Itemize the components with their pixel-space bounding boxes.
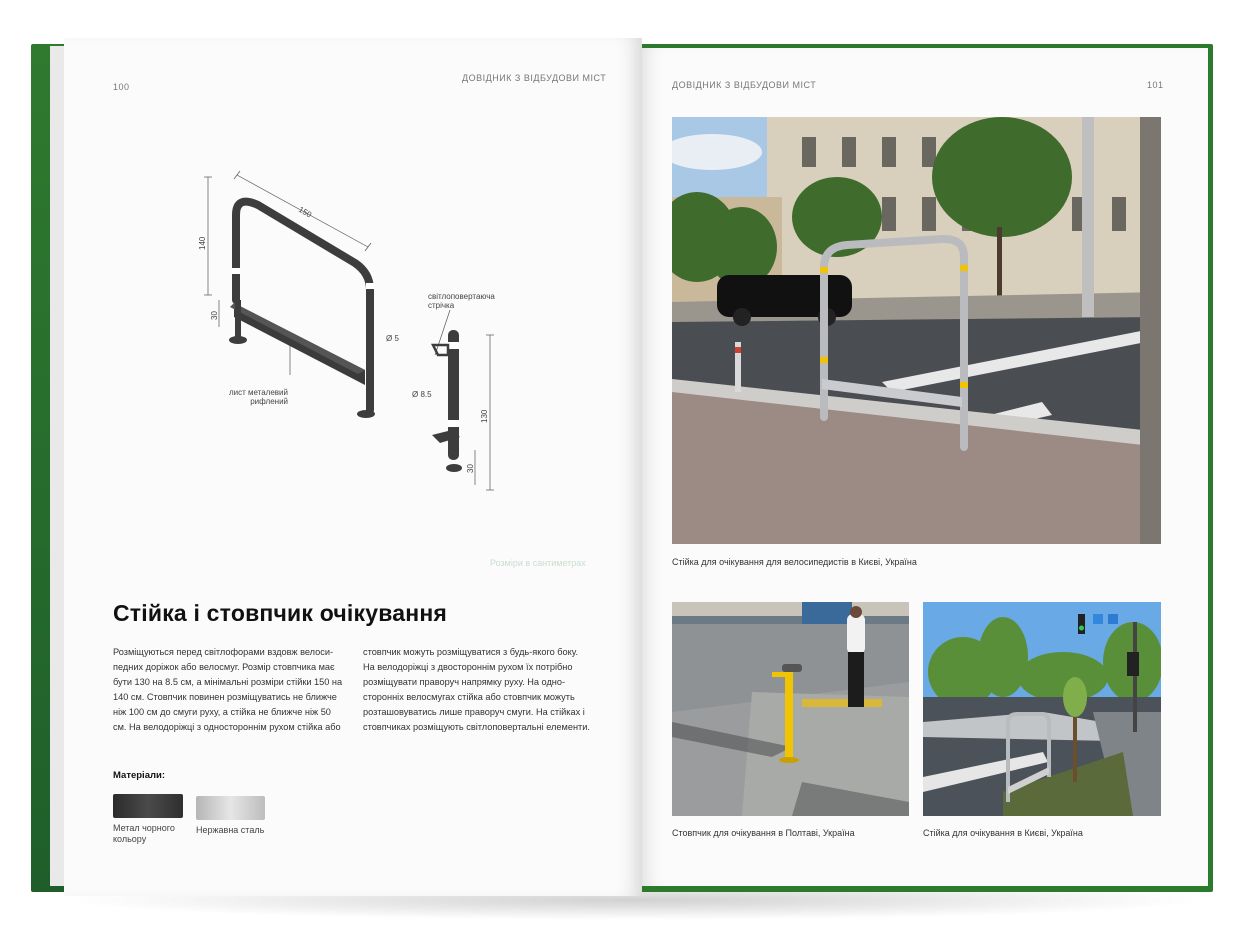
body-line: 140 см. Стовпчик повинен розміщуватись не ближче: [113, 692, 337, 702]
body-line: ніж 100 см до смуги руху, а стійка не ближче ніж 50: [113, 707, 331, 717]
bike-rack-frame: [229, 202, 375, 418]
body-line: На велодоріжці з двостороннім рухом їх потрібно: [363, 662, 573, 672]
caption-kyiv-second-photo: Стійка для очікування в Києві, Україна: [923, 828, 1083, 838]
dim-base: 30: [210, 311, 219, 320]
caption-main-photo: Стійка для очікування для велосипедистів в Києві, Україна: [672, 557, 917, 567]
section-title: Стійка і стовпчик очікування: [113, 600, 448, 626]
body-line: стовпчиках розміщують світлоповертальні елементи.: [363, 722, 590, 732]
dim-post-base: 30: [466, 464, 475, 473]
dim-post-height: 130: [480, 409, 489, 423]
material-swatch-stainless-steel: [196, 796, 265, 820]
caption-poltava-photo: Стовпчик для очікування в Полтаві, Україна: [672, 828, 855, 838]
material-label-stainless: [196, 825, 276, 836]
photo-poltava-post: [672, 602, 909, 816]
body-line: сторонніх велосмугах стійка або стовпчик можуть: [363, 692, 575, 702]
right-page-number: 101: [1147, 80, 1164, 90]
body-column-2: [363, 645, 603, 735]
photo-kyiv-rack-main: [672, 117, 1161, 544]
material-label-line: кольору: [113, 834, 147, 844]
material-label-line: Нержавна сталь: [196, 825, 265, 835]
body-line: розташовуватись лише праворуч смуги. На стійках і: [363, 707, 585, 717]
material-label-line: Метал чорного: [113, 823, 175, 833]
dim-height: 140: [198, 236, 207, 250]
material-swatch-black-metal: [113, 794, 183, 818]
dim-rail-diameter: Ø 5: [386, 334, 399, 343]
label-reflective-2: стрічка: [428, 301, 455, 310]
photo-kyiv-rack-second: [923, 602, 1161, 816]
left-page-number: 100: [113, 82, 130, 92]
material-label-black-metal: [113, 823, 188, 845]
body-line: стовпчик можуть розміщуватися з будь-якого боку.: [363, 647, 579, 657]
waiting-post: [432, 330, 462, 472]
body-line: бути 130 на 8.5 см, а мінімальні розміри стійки 150 на: [113, 677, 343, 687]
materials-label: Матеріали:: [113, 770, 166, 781]
dim-width: 150: [297, 204, 314, 220]
technical-diagram: [190, 165, 550, 505]
label-plate-1: лист металевий: [228, 388, 288, 397]
body-line: розміщувати праворуч напрямку руху. На одно-: [363, 677, 566, 687]
body-line: см. На велодоріжці з одностороннім рухом стійка або: [113, 722, 341, 732]
dim-post-diameter: Ø 8.5: [412, 390, 432, 399]
body-line: педних доріжок або велосмуг. Розмір стовпчика має: [113, 662, 335, 672]
right-running-head: ДОВІДНИК З ВІДБУДОВИ МІСТ: [672, 80, 817, 90]
body-column-1: [113, 645, 353, 735]
dimensions-note: Розміри в сантиметрах: [490, 558, 586, 568]
left-running-head: ДОВІДНИК З ВІДБУДОВИ МІСТ: [462, 73, 607, 83]
label-reflective-1: світлоповертаюча: [428, 292, 495, 301]
label-plate-2: рифлений: [250, 397, 288, 406]
body-line: Розміщуються перед світлофорами вздовж велоси-: [113, 647, 334, 657]
